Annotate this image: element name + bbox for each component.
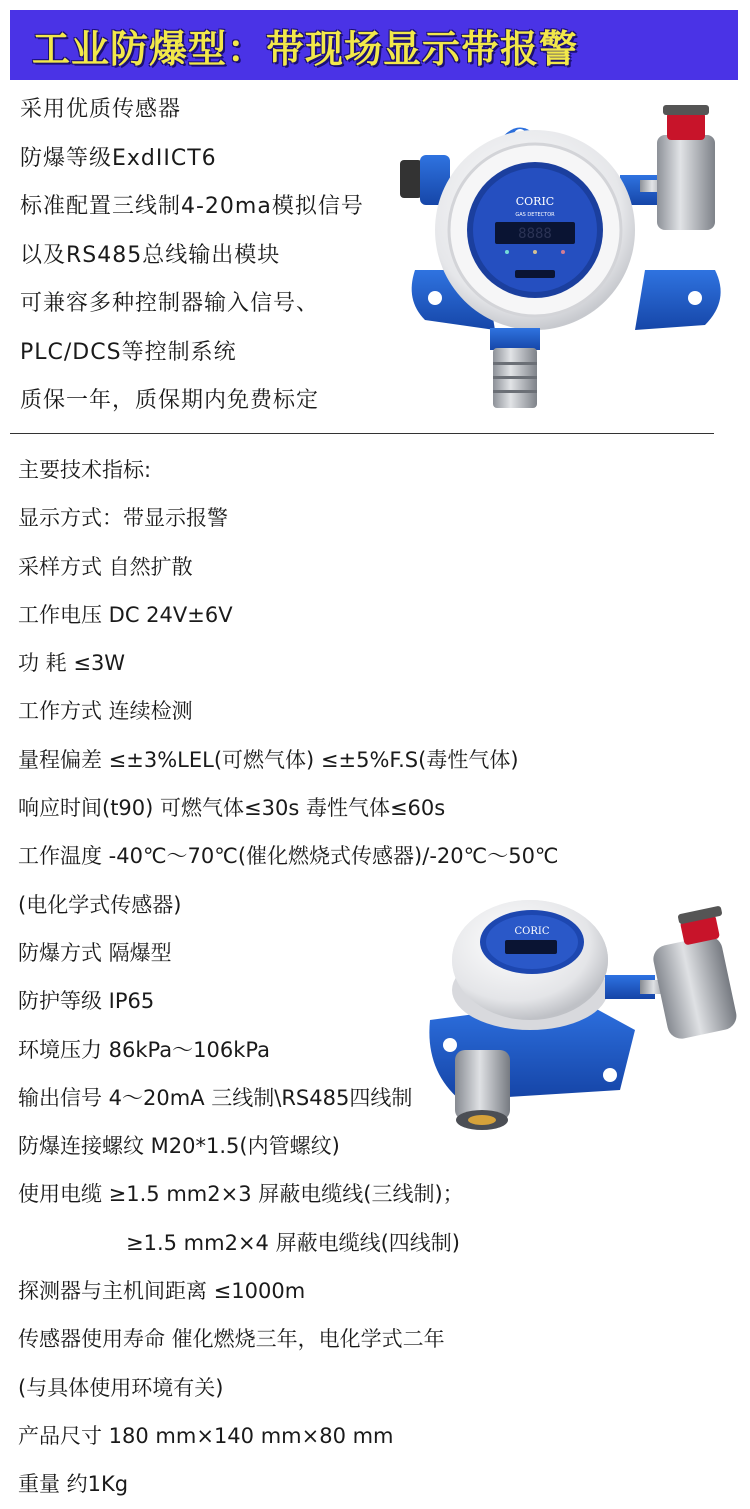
feature-item: PLC/DCS等控制系统 xyxy=(20,339,237,365)
spec-item: (电化学式传感器) xyxy=(18,892,182,917)
gas-detector-front-image xyxy=(395,100,735,415)
feature-item: 质保一年，质保期内免费标定 xyxy=(20,388,320,413)
feature-item: 以及RS485总线输出模块 xyxy=(20,242,281,268)
spec-item: 使用电缆 ≥1.5 mm2×3 屏蔽电缆线(三线制)； xyxy=(18,1182,464,1207)
section-divider xyxy=(10,433,714,434)
feature-item: 可兼容多种控制器输入信号、 xyxy=(20,291,320,316)
spec-item: 环境压力 86kPa～106kPa xyxy=(18,1037,270,1062)
spec-item: (与具体使用环境有关) xyxy=(18,1375,224,1400)
brand-label-angled: CORIC xyxy=(514,926,550,937)
spec-item: 防爆方式 隔爆型 xyxy=(18,940,172,965)
feature-item: 防爆等级ExdIICT6 xyxy=(20,145,217,171)
spec-item: 防爆连接螺纹 M20*1.5(内管螺纹) xyxy=(18,1134,340,1159)
spec-item: 产品尺寸 180 mm×140 mm×80 mm xyxy=(18,1423,394,1448)
header-banner xyxy=(10,10,738,80)
spec-item: 输出信号 4～20mA 三线制\RS485四线制 xyxy=(18,1085,413,1110)
spec-item: 工作电压 DC 24V±6V xyxy=(18,602,233,627)
spec-item: 量程偏差 ≤±3%LEL(可燃气体) ≤±5%F.S(毒性气体) xyxy=(18,747,519,772)
spec-item: 传感器使用寿命 催化燃烧三年，电化学式二年 xyxy=(18,1327,445,1352)
spec-heading: 主要技术指标: xyxy=(18,458,152,482)
feature-item: 采用优质传感器 xyxy=(20,97,182,122)
brand-label: CORIC xyxy=(515,195,555,208)
spec-item: 探测器与主机间距离 ≤1000m xyxy=(18,1279,306,1304)
spec-item: 响应时间(t90) 可燃气体≤30s 毒性气体≤60s xyxy=(18,796,446,821)
spec-item: 功 耗 ≤3W xyxy=(18,651,126,676)
banner-title: 工业防爆型：带现场显示带报警 xyxy=(32,26,579,71)
feature-list xyxy=(20,86,410,426)
spec-item: 重量 约1Kg xyxy=(18,1472,129,1497)
device-subtitle: GAS DETECTOR xyxy=(515,212,555,218)
svg-text:8888: 8888 xyxy=(518,226,552,242)
spec-item: 工作方式 连续检测 xyxy=(18,699,193,724)
spec-item: ≥1.5 mm2×4 屏蔽电缆线(四线制) xyxy=(126,1230,460,1255)
spec-item: 防护等级 IP65 xyxy=(18,989,155,1014)
spec-item: 工作温度 -40℃～70℃(催化燃烧式传感器)/-20℃～50℃ xyxy=(18,844,559,869)
feature-item: 标准配置三线制4-20ma模拟信号 xyxy=(20,194,364,219)
spec-item: 显示方式：带显示报警 xyxy=(18,506,228,531)
gas-detector-angled-image xyxy=(420,880,740,1140)
spec-item: 采样方式 自然扩散 xyxy=(18,554,193,579)
